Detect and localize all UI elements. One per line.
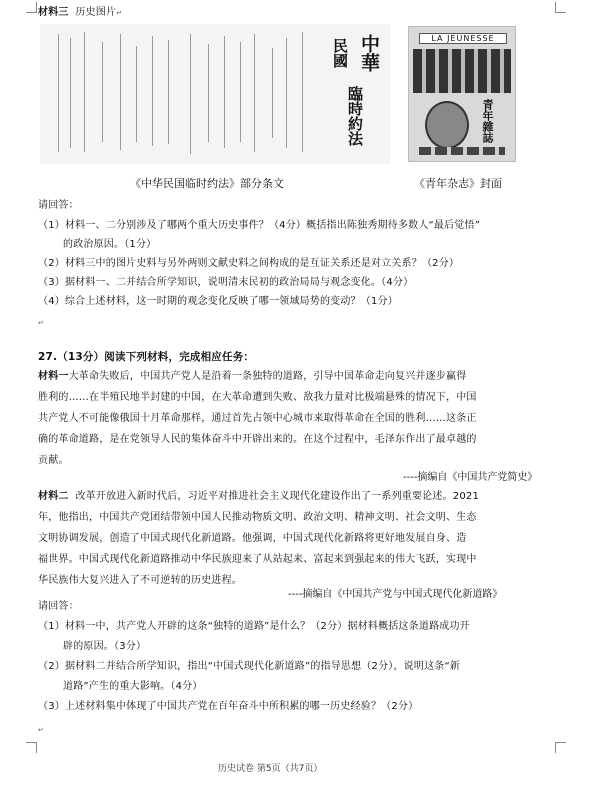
- q27-material-two-line-3: 文明协调发展，创造了中国式现代化新道路。他强调，中国式现代化新路将更好地发展自身、造: [38, 533, 467, 544]
- material-two-label: 材料二: [38, 491, 69, 502]
- q26-item-2: （2）材料三中的图片史料与另外两则文献史料之间构成的是互证关系还是对立关系？（2分）: [38, 258, 460, 269]
- q27-heading: 27.（13分）阅读下列材料，完成相应任务：: [38, 351, 255, 363]
- q27-item-3: （3）上述材料集中体现了中国共产党在百年奋斗中所积累的哪一历史经验？（2分）: [38, 701, 419, 712]
- q27-material-one-line-5: 贡献。: [38, 455, 69, 466]
- q27-material-one-line-2: 胜利的……在半殖民地半封建的中国，在大革命遭到失败、敌我力量对比极端悬殊的情况下，中国: [38, 392, 477, 403]
- material-two-source: ----摘编自《中国共产党与中国式现代化新道路》: [288, 589, 503, 600]
- q27-material-two-line-1: 材料二 改革开放进入新时代后，习近平对推进社会主义现代化建设作出了一系列重要论述。2021: [38, 491, 480, 502]
- q27-item-2: （2）据材料二并结合所学知识，指出“中国式现代化新道路”的指导思想（2分），说明这条“新: [38, 661, 461, 672]
- paragraph-mark: ↵: [38, 319, 45, 327]
- magazine-cover-image: [408, 26, 516, 162]
- constitution-caption: 《中华民国临时约法》部分条文: [130, 177, 284, 190]
- magazine-caption: 《青年杂志》封面: [414, 177, 502, 190]
- q26-item-1-cont: 的政治原因。（1分）: [63, 239, 157, 250]
- magazine-title: 青年雜誌: [481, 99, 494, 143]
- q27-material-one-line-4: 确的革命道路，是在党领导人民的集体奋斗中开辟出来的。在这个过程中，毛泽东作出了最卓越的: [38, 434, 477, 445]
- q26-item-4: （4）综合上述材料，这一时期的观念变化反映了哪一领域局势的变动？（1分）: [38, 296, 398, 307]
- q27-material-two-line-5: 华民族伟大复兴进入了不可逆转的历史进程。: [38, 575, 242, 586]
- page-footer: 历史试卷 第5页（共7页）: [218, 764, 323, 774]
- q27-prompt: 请回答：: [38, 601, 79, 612]
- q26-prompt: 请回答：: [38, 200, 79, 211]
- paragraph-mark-2: ↵: [38, 726, 45, 734]
- constitution-image: [40, 24, 390, 164]
- magazine-masthead: LA JEUNESSE: [419, 33, 507, 44]
- q27-material-one-line-1: 材料一大革命失败后，中国共产党人是沿着一条独特的道路，引导中国革命走向复兴并逐步赢得: [38, 371, 467, 382]
- material-one-label: 材料一: [38, 371, 69, 382]
- calligraphy-col-2: 民國: [331, 38, 349, 68]
- q27-item-2-cont: 道路”产生的重大影响。（4分）: [63, 681, 203, 692]
- corner-mark-top-right: [555, 2, 566, 13]
- q27-item-1-cont: 辟的原因。（3分）: [63, 641, 147, 652]
- material-label: 材料三: [38, 7, 69, 18]
- calligraphy-col-3: 臨時約法: [346, 86, 364, 146]
- corner-mark-bottom-left: [26, 742, 37, 753]
- corner-mark-top-left: [26, 2, 37, 13]
- material-three-header: 材料三 历史图片↵: [38, 7, 123, 18]
- portrait: [425, 101, 469, 149]
- q26-item-3: （3）据材料一、二并结合所学知识，说明清末民初的政治局局与观念变化。（4分）: [38, 277, 414, 288]
- material-one-source: ----摘编自《中国共产党简史》: [403, 472, 538, 483]
- material-title: 历史图片: [75, 7, 117, 18]
- corner-mark-bottom-right: [555, 742, 566, 753]
- calligraphy-col-1: 中華: [358, 34, 380, 72]
- q27-material-two-line-2: 年，他指出，中国共产党团结带领中国人民推动物质文明、政治文明、精神文明、社会文明、生态: [38, 512, 477, 523]
- q27-item-1: （1）材料一中，共产党人开辟的这条“独特的道路”是什么？（2分）据材料概括这条道路成功开: [38, 621, 470, 632]
- q26-item-1: （1）材料一、二分别涉及了哪两个重大历史事件？（4分）概括指出陈独秀期待多数人“最后觉悟”: [38, 220, 481, 231]
- q27-material-one-line-3: 共产党人不可能像俄国十月革命那样，通过首先占领中心城市来取得革命在全国的胜利……这条正: [38, 413, 477, 424]
- q27-material-two-line-4: 福世界。中国式现代化新道路推动中华民族迎来了从站起来、富起来到强起来的伟大飞跃，实现中: [38, 554, 477, 565]
